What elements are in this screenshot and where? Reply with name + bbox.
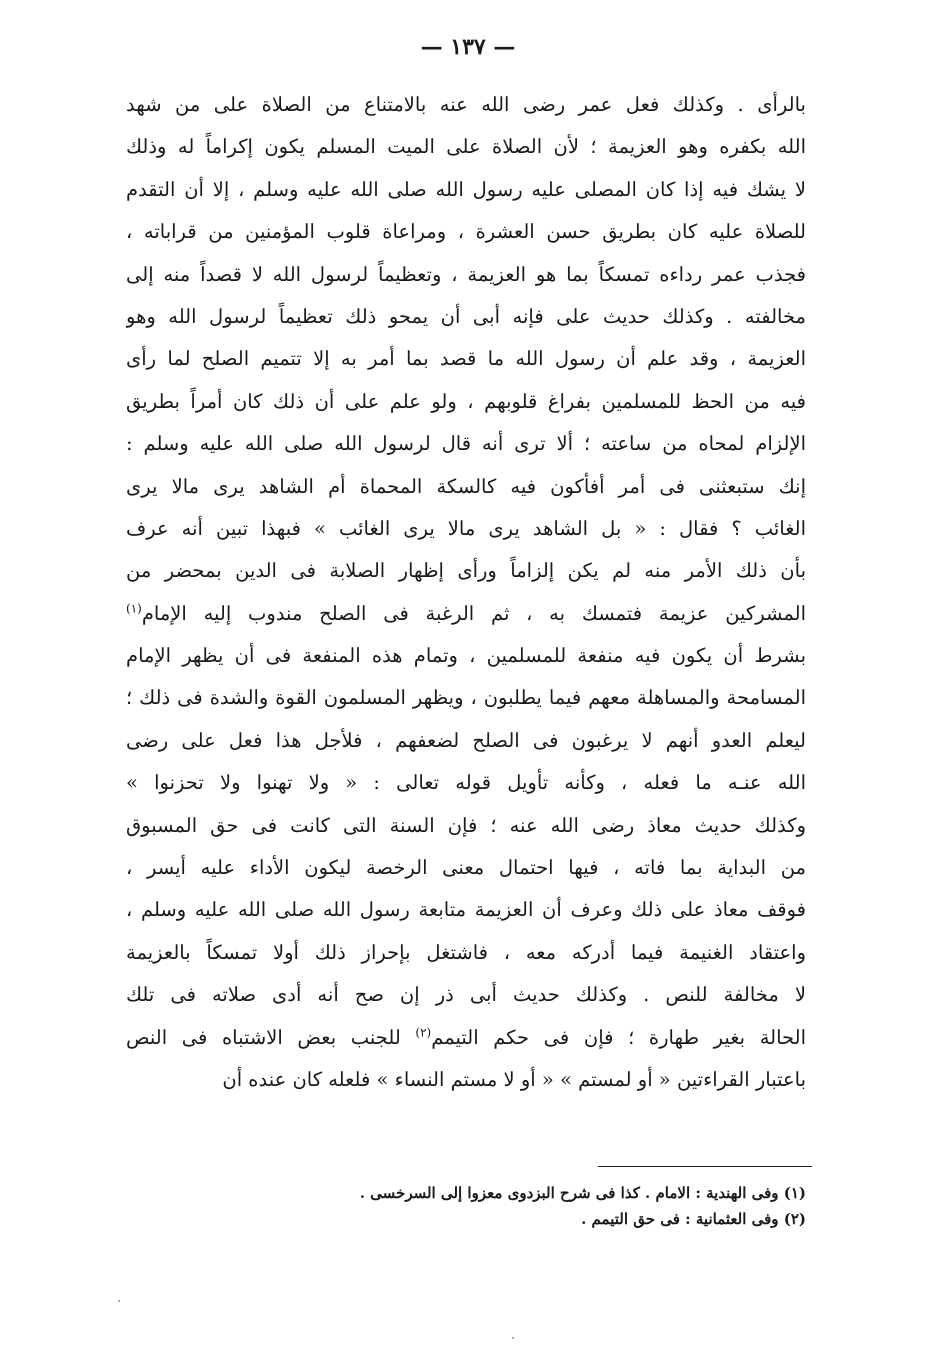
text-line: الإلزام لمحاه من ساعته ؛ ألا ترى أنه قال لرسول الله صلى الله عليه وسلم :	[126, 432, 806, 456]
footnote-divider	[598, 1166, 812, 1167]
text-line: لا مخالفة للنص . وكذلك حديث أبى ذر إن صح أنه أدى صلاته فى تلك	[126, 983, 806, 1007]
text-line: الغائب ؟ فقال : « بل الشاهد يرى مالا يرى الغائب » فبهذا تبين أنه عرف	[126, 516, 806, 540]
text-line-with-footnote-ref	[126, 593, 806, 635]
text-line: فوقف معاذ على ذلك وعرف أن العزيمة متابعة رسول الله صلى الله عليه وسلم ،	[126, 898, 806, 922]
footnotes	[126, 1180, 806, 1232]
text-line: باعتبار القراءتين « أو لمستم » « أو لا مستم النساء » فلعله كان عنده أن	[222, 1067, 806, 1091]
text-line: الله عنـه ما فعله ، وكأنه تأويل قوله تعالى : « ولا تهنوا ولا تحزنوا »	[126, 771, 806, 795]
page-number: — ١٣٧ —	[420, 34, 516, 60]
text-line: المسامحة والمساهلة معهم فيما يطلبون ، ويظهر المسلمون القوة والشدة فى ذلك ؛	[126, 686, 806, 710]
text-line: مخالفته . وكذلك حديث على فإنه أبى أن يمحو ذلك تعظيماً لرسول الله وهو	[126, 304, 806, 328]
scan-speck	[118, 1300, 120, 1302]
text-line: إنك ستبعثنى فى أمر أفأكون فيه كالسكة المحماة أم الشاهد يرى مالا يرى	[126, 474, 806, 498]
text-line-with-footnote-ref	[126, 1017, 806, 1059]
footnote-ref-1[interactable]: (١)	[126, 601, 142, 616]
text-line: من البداية بما فاته ، فيها احتمال معنى الرخصة ليكون الأداء عليه أيسر ،	[126, 856, 806, 880]
footnote-1: (١) وفى الهندية : الامام . كذا فى شرح البزدوى معزوا إلى السرخسى .	[359, 1184, 806, 1202]
text-segment: المشركين عزيمة فتمسك به ، ثم الرغبة فى الصلح مندوب إليه الإمام	[141, 601, 806, 625]
text-line: بشرط أن يكون فيه منفعة للمسلمين ، وتمام هذه المنفعة فى أن يظهر الإمام	[126, 644, 806, 668]
body-text	[126, 84, 806, 1101]
footnote-ref-2[interactable]: (٢)	[415, 1025, 432, 1040]
text-line: وكذلك حديث معاذ رضى الله عنه ؛ فإن السنة التى كانت فى حق المسبوق	[126, 813, 806, 837]
text-line: للصلاة عليه كان بطريق حسن العشرة ، ومراعاة قلوب المؤمنين من قراباته ،	[126, 220, 806, 244]
text-line: ليعلم العدو أنهم لا يرغبون فى الصلح لضعفهم ، فلأجل هذا فعل على رضى	[126, 728, 806, 752]
text-line: الله بكفره وهو العزيمة ؛ لأن الصلاة على الميت المسلم يكون إكراماً له وذلك	[126, 135, 806, 159]
text-segment: للجنب بعض الاشتباه فى النص	[126, 1025, 401, 1049]
text-line: فجذب عمر رداءه تمسكاً بما هو العزيمة ، وتعظيماً لرسول الله لا قصداً منه إلى	[126, 262, 806, 286]
text-line: فيه من الحظ للمسلمين بفراغ قلوبهم ، ولو علم على أن ذلك كان أمراً بطريق	[126, 389, 806, 413]
text-line: واعتقاد الغنيمة فيما أدركه معه ، فاشتغل بإحراز ذلك أولا تمسكاً بالعزيمة	[126, 940, 806, 964]
text-line: لا يشك فيه إذا كان المصلى عليه رسول الله صلى الله عليه وسلم ، إلا أن التقدم	[126, 177, 806, 201]
footnote-2: (٢) وفى العثمانية : فى حق التيمم .	[581, 1210, 806, 1228]
text-line: بالرأى . وكذلك فعل عمر رضى الله عنه بالامتناع من الصلاة على من شهد	[126, 93, 806, 116]
text-line: بأن ذلك الأمر منه لم يكن إلزاماً ورأى إظهار الصلابة فى الدين بمحضر من	[126, 559, 806, 583]
text-line: العزيمة ، وقد علم أن رسول الله ما قصد بما أمر به إلا تتميم الصلح لما رأى	[126, 347, 806, 371]
text-segment: الحالة بغير طهارة ؛ فإن فى حكم التيمم	[431, 1025, 806, 1049]
scan-speck	[512, 1337, 514, 1339]
